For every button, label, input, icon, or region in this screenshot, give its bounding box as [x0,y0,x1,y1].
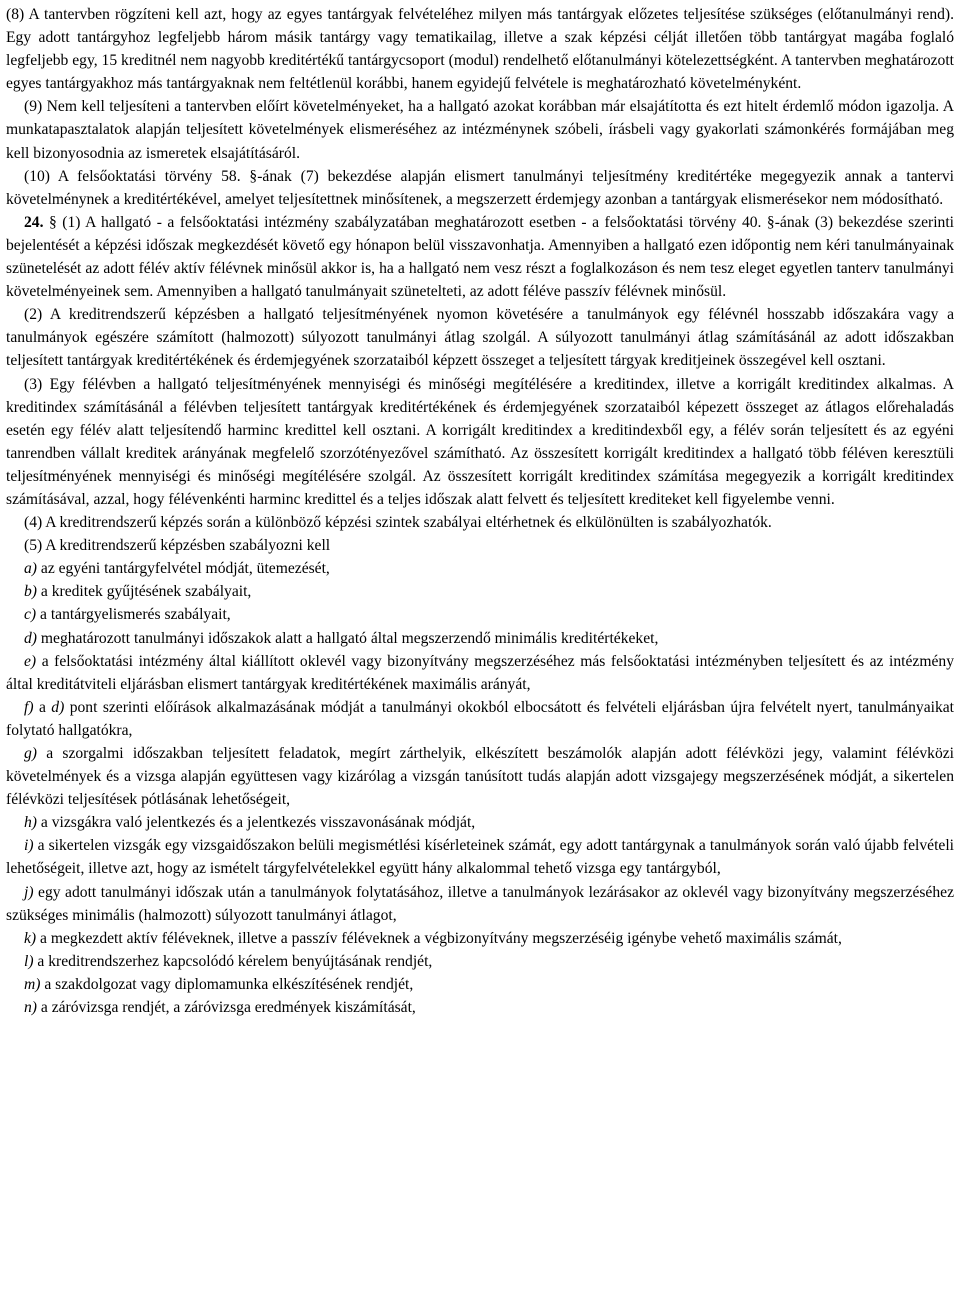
list-item-letter: l) [24,952,34,970]
list-item-letter: j) [24,883,34,901]
list-item [6,742,954,811]
list-item [6,696,954,742]
paragraph-text: (9) Nem kell teljesíteni a tantervben előírt követelményeket, ha a hallgató azokat korábban már elsajátította és ezt hitelt érdemlő módon igazolja. A munkatapasztalatok alapján teljesített követelmények elismeréséhez az intézménynek szóbeli, írásbeli vagy gyakorlati számonkérés formájában meg kell bizonyosodnia az ismeretek elsajátításáról. [6,98,954,162]
requirements-list [6,557,954,1019]
list-item-text: pont szerinti előírások alkalmazásának módját a tanulmányi okokból elbocsátott és felvételi eljárásban újra felvételt nyert, tanulmányaikat folytató hallgatókra, [6,698,955,739]
paragraph [6,211,954,303]
paragraph-text: (2) A kreditrendszerű képzésben a hallgató teljesítményének nyomon követésére a tanulmányok egy félévnél hosszabb időszakára vagy a tanulmányok egészére számított (halmozott) súlyozott tanulmányi átlag szolgál. A súlyozott tanulmányi átlag számításánál az adott időszakban teljesített tantárgyak kreditértékének és érdemjegyének szorzataiból képzett összeget a teljesített tárgyak kreditjeinek összegével kell osztani. [6,306,954,370]
list-item [6,650,954,696]
list-item-text: a tantárgyelismerés szabályait, [36,606,231,624]
list-item [6,973,954,996]
list-item [6,950,954,973]
list-item-letter: h) [24,814,37,832]
list-item [6,603,954,626]
list-item-text: a záróvizsga rendjét, a záróvizsga eredmények kiszámítását, [37,999,416,1017]
list-item-letter: a) [24,560,37,578]
body-paragraphs [6,3,954,534]
list-item-text: a kreditrendszerhez kapcsolódó kérelem benyújtásának rendjét, [33,952,433,970]
list-item-text: a vizsgákra való jelentkezés és a jelentkezés visszavonásának módját, [37,814,476,832]
paragraph [6,303,954,372]
paragraph [6,95,954,164]
list-item-letter: m) [24,975,41,993]
list-intro: (5) A kreditrendszerű képzésben szabályozni kell [24,537,331,555]
list-item-text: a [33,698,52,716]
list-item [6,927,954,950]
list-item-text: a megkezdett aktív féléveknek, illetve a passzív féléveknek a végbizonyítvány megszerzéséig igénybe vehető maximális számát, [36,929,842,947]
list-item-letter: b) [24,583,37,601]
list-item-letter: n) [24,999,37,1017]
list-item-text: a felsőoktatási intézmény által kiállított oklevél vagy bizonyítvány megszerzéséhez más felsőoktatási intézményben teljesített és az intézmény által kreditátviteli eljárásban elismert tantárgyak kreditértékének maximális arányát, [6,652,954,693]
list-item-letter: i) [24,837,34,855]
list-item-reference: d) [51,698,65,716]
list-item-text: egy adott tanulmányi időszak után a tanulmányok folytatásához, illetve a tanulmányok lezárásakor az oklevél vagy bizonyítvány megszerzéséhez szükséges minimális (halmozott) súlyozott tanulmányi átlagot, [6,883,954,924]
list-item [6,881,954,927]
list-item-letter: g) [24,745,37,762]
list-item [6,627,954,650]
list-item-text: a szakdolgozat vagy diplomamunka elkészítésének rendjét, [40,975,414,993]
list-item-letter: f) [24,698,34,716]
list-item-text: meghatározott tanulmányi időszakok alatt a hallgató által megszerzendő minimális kreditértékeket, [37,629,659,647]
list-item-letter: d) [24,629,37,647]
list-item-letter: c) [24,606,37,624]
list-item-text: a szorgalmi időszakban teljesített feladatok, megírt zárthelyik, elkészített beszámolók alapján adott félévközi jegy, valamint félévközi követelmények és a vizsga alapján együttesen vagy kizárólag a vizsgán tanúsított tudás alapján adott vizsgajegy megszerzésének módját, a sikertelen félévközi teljesítések pótlásának lehetőségeit, [6,745,954,809]
list-item [6,557,954,580]
list-item [6,580,954,603]
list-item-text: az egyéni tantárgyfelvétel módját, ütemezését, [37,560,330,578]
paragraph-text: (8) A tantervben rögzíteni kell azt, hogy az egyes tantárgyak felvételéhez milyen más tantárgyak előzetes teljesítése szükséges (előtanulmányi rend). Egy adott tantárgyhoz legfeljebb három másik tantárgy vagy tematikailag, illetve a szak képzési célját illetően több tantárgyat magába foglaló legfeljebb egy, 15 kreditnél nem nagyobb kreditértékű tantárgycsoport (modul) rendelhető előtanulmányi kötelezettségként. A tantervben meghatározott egyes tantárgyakhoz más tantárgyaknak nem feltétlenül korábbi, hanem egyidejű felvétele is meghatározható követelményként. [6,6,954,93]
paragraph-text: (10) A felsőoktatási törvény 58. §-ának (7) bekezdése alapján elismert tanulmányi teljesítmény kreditértéke megegyezik annak a tantervi követelménynek a kreditértékével, amelyet teljesítettnek minősítenek, a megszerzett érdemjegy azonban a tantárgyak elismerésekor nem módosítható. [6,167,954,208]
list-item-letter: e) [24,652,37,670]
paragraph-text: § (1) A hallgató - a felsőoktatási intézmény szabályzatában meghatározott esetben - a felsőoktatási törvény 40. §-ának (3) bekezdése szerinti bejelentését a képzési időszak megkezdését követő egy hónapon belül visszavonhatja. Amennyiben a hallgató ezen időpontig nem kéri tanulmányainak szünetelését az adott félév aktív félévnek minősül akkor is, ha a hallgató nem vesz részt a foglalkozáson és nem tesz eleget egyetlen tanterv tanulmányi követelményeinek sem. Amennyiben a hallgató tanulmányait szünetelteti, az adott féléve passzív félévnek minősül. [6,213,954,301]
list-item-text: a kreditek gyűjtésének szabályait, [37,583,252,601]
section-number: 24. [24,213,44,231]
paragraph-text: (3) Egy félévben a hallgató teljesítményének mennyiségi és minőségi megítélésére a kreditindex, illetve a korrigált kreditindex alkalmas. A kreditindex számításánál a félévben teljesített tantárgyak kreditértékének és érdemjegyének szorzataiból képezett összeget az átlagos előrehaladás esetén egy félév alatt teljesítendő harminc kredittel kell osztani. A korrigált kreditindex a kreditindexből egy, a félév során teljesített és az egyéni tanrendben vállalt kreditek arányának megfelelő szorzótényezővel számítható. Az összesített korrigált kreditindex a hallgató több féléven keresztüli teljesítményének mennyiségi és minőségi megítélésére szolgál. Az összesített korrigált kreditindex számítása megegyezik a korrigált kreditindex számításával, azzal, hogy félévenkénti harminc kredittel és a teljes időszak alatt felvett és teljesített krediteket kell figyelembe venni. [6,375,954,508]
list-item [6,811,954,834]
paragraph [6,511,954,534]
list-item [6,996,954,1019]
list-item-letter: k) [24,929,37,947]
paragraph-text: (4) A kreditrendszerű képzés során a különböző képzési szintek szabályai eltérhetnek és elkülönülten is szabályozhatók. [24,514,772,532]
list-item [6,834,954,880]
list-item-text: a sikertelen vizsgák egy vizsgaidőszakon belüli megismétlési kísérleteinek számát, egy adott tantárgynak a tanulmányok során való újabb felvételi lehetőségeit, illetve azt, hogy az ismételt tárgyfelvételekkel együtt hány alkalommal tehető vizsga egy tantárgyból, [6,837,954,878]
paragraph [6,3,954,95]
paragraph [6,373,954,512]
paragraph [6,165,954,211]
